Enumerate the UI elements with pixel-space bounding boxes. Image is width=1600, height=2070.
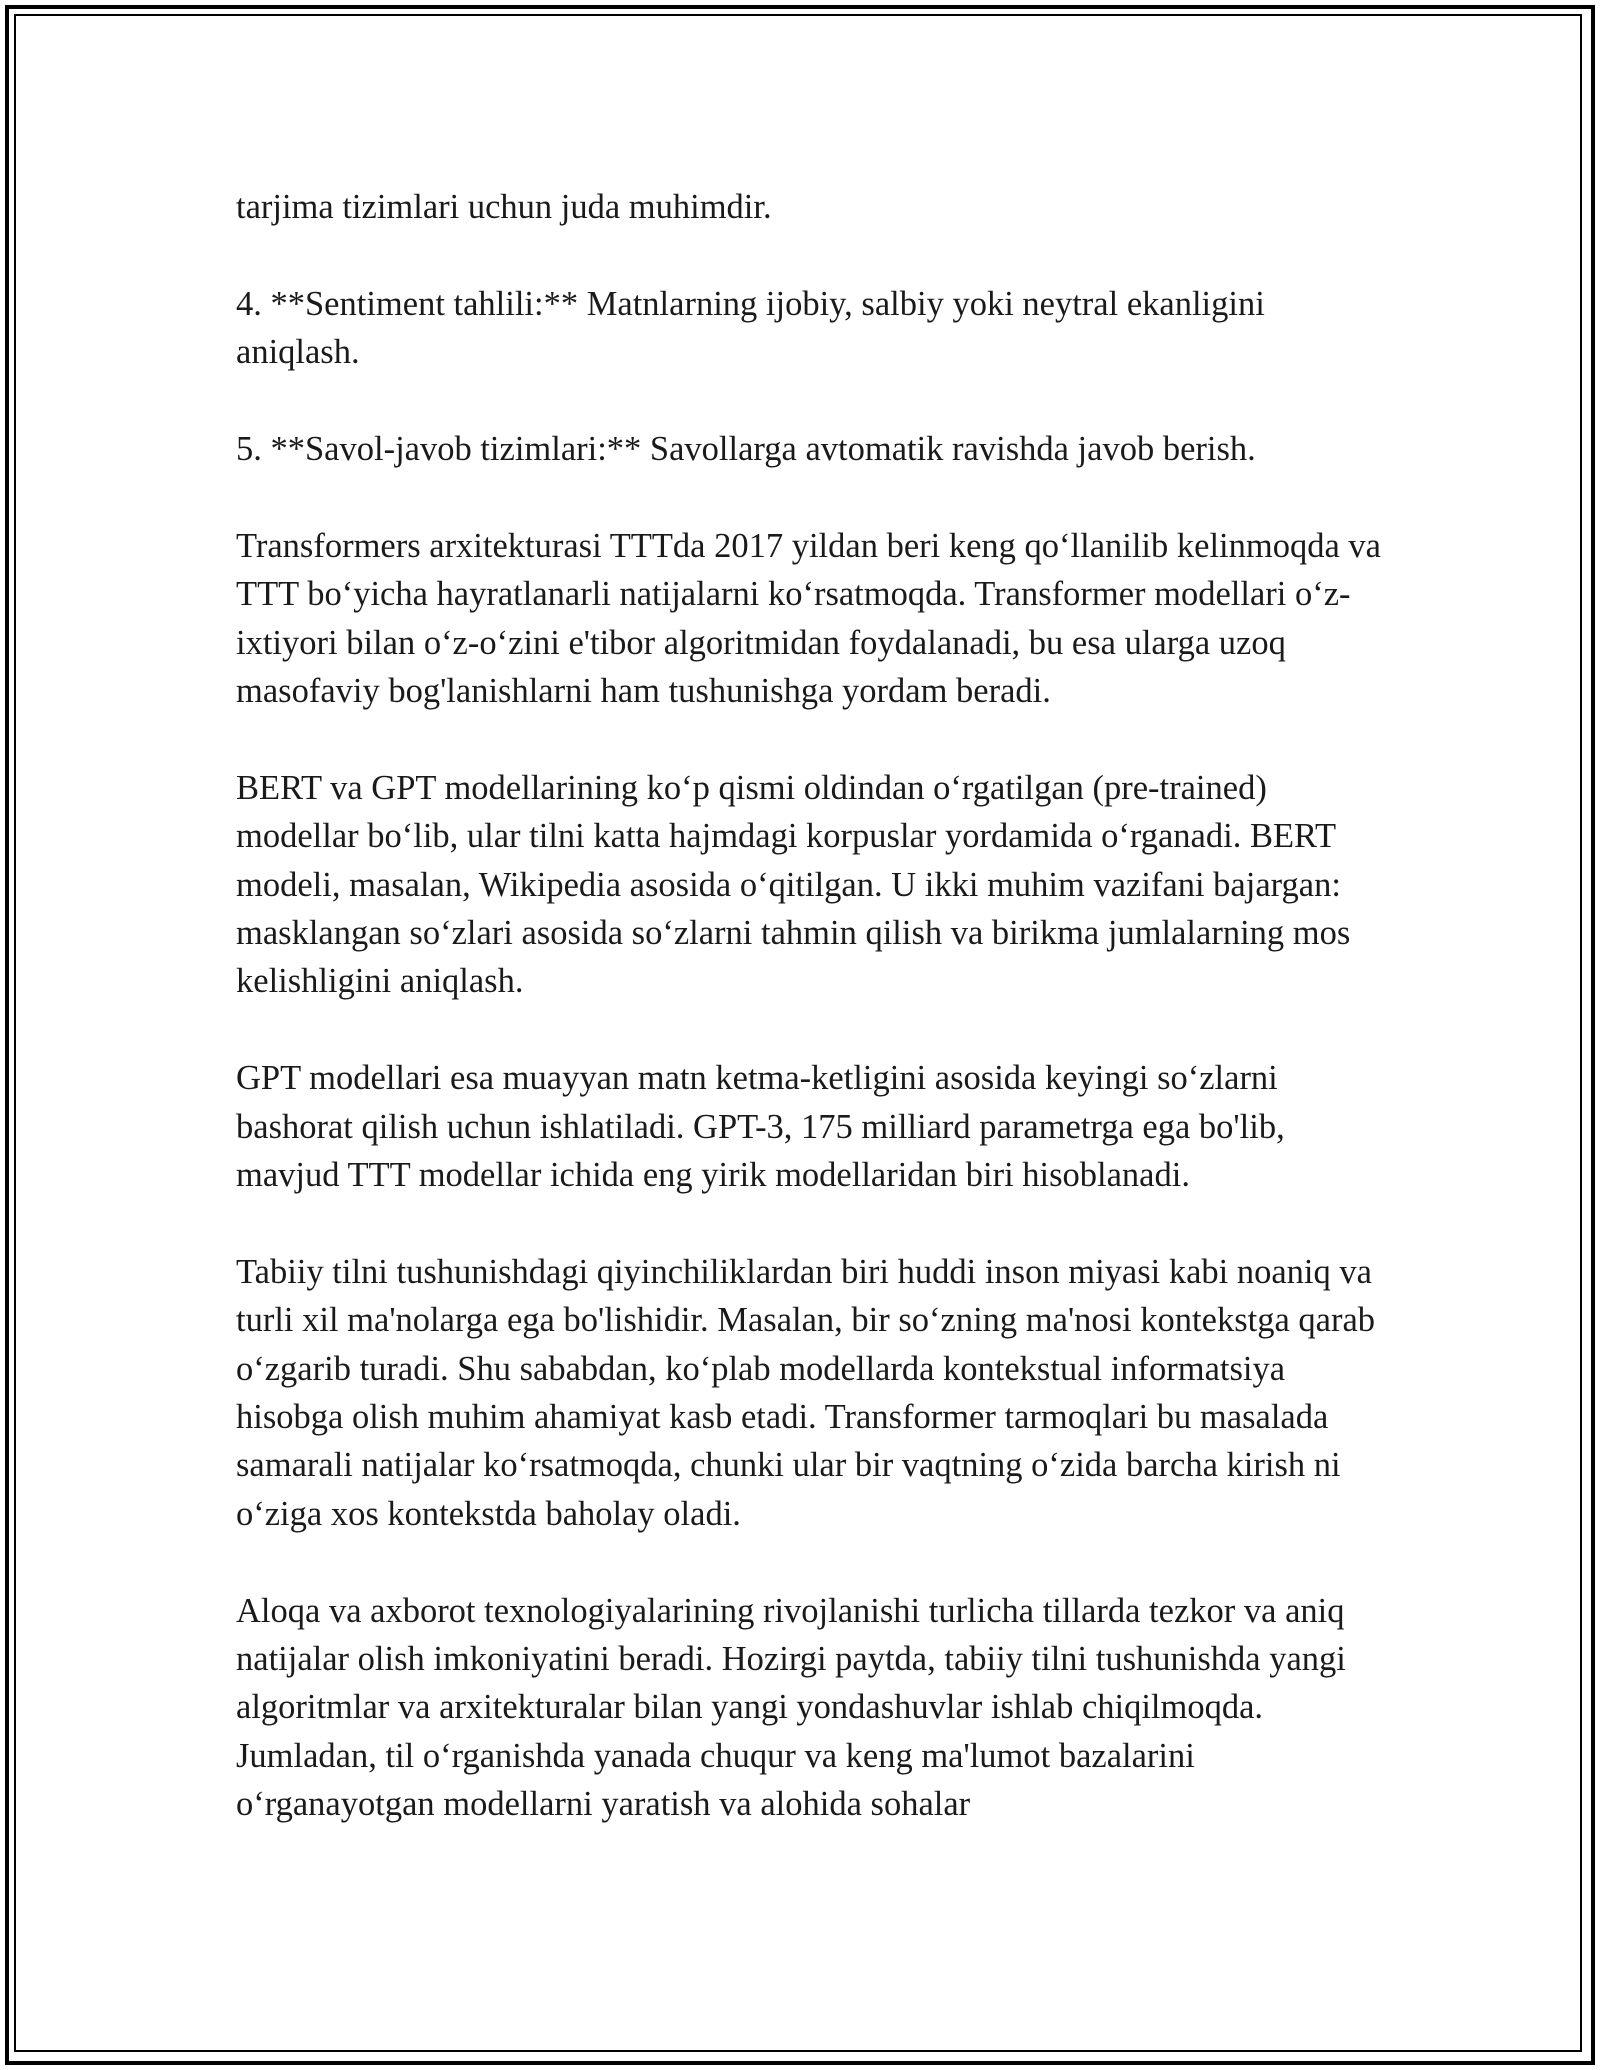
paragraph-bert-gpt: BERT va GPT modellarining ko‘p qismi oldindan o‘rgatilgan (pre-trained) modellar bo‘lib, ular tilni katta hajmdagi korpuslar yordamida o‘rganadi. BERT modeli, masalan, Wikipedia asosida o‘qitilgan. U ikki muhim vazifani bajargan: masklangan so‘zlari asosida so‘zlarni tahmin qilish va birikma jumlalarning mos kelishligini aniqlash. — [236, 768, 1351, 1001]
list-item-sentiment-analysis: 4. **Sentiment tahlili:** Matnlarning ijobiy, salbiy yoki neytral ekanligini aniqlash. — [236, 284, 1265, 372]
paragraph-gpt-models: GPT modellari esa muayyan matn ketma-ketligini asosida keyingi so‘zlarni bashorat qilish uchun ishlatiladi. GPT-3, 175 milliard parametrga ega bo'lib, mavjud TTT modellar ichida eng yirik modellaridan biri hisoblanadi. — [236, 1059, 1285, 1195]
paragraph-technology: Aloqa va axborot texnologiyalarining rivojlanishi turlicha tillarda tezkor va aniq natijalar olish imkoniyatini beradi. Hozirgi paytda, tabiiy tilni tushunishda yangi algoritmlar va arxitekturalar bilan yangi yondashuvlar ishlab chiqilmoqda. Jumladan, til o‘rganishda yanada chuqur va keng ma'lumot bazalarini o‘rganayotgan modellarni yaratish va alohida sohalar — [236, 1591, 1346, 1824]
list-item-question-answering: 5. **Savol-javob tizimlari:** Savollarga avtomatik ravishda javob berish. — [236, 430, 1256, 468]
paragraph-challenges: Tabiiy tilni tushunishdagi qiyinchiliklardan biri huddi inson miyasi kabi noaniq va turli xil ma'nolarga ega bo'lishidir. Masalan, bir so‘zning ma'nosi kontekstga qarab o‘zgarib turadi. Shu sababdan, ko‘plab modellarda kontekstual informatsiya hisobga olish muhim ahamiyat kasb etadi. Transformer tarmoqlari bu masalada samarali natijalar ko‘rsatmoqda, chunki ular bir vaqtning o‘zida barcha kirish ni o‘ziga xos kontekstda baholay oladi. — [236, 1252, 1376, 1533]
document-body — [236, 183, 1396, 1829]
paragraph-continuation: tarjima tizimlari uchun juda muhimdir. — [236, 188, 772, 226]
paragraph-transformers: Transformers arxitekturasi TTTda 2017 yildan beri keng qo‘llanilib kelinmoqda va TTT bo‘yicha hayratlanarli natijalarni ko‘rsatmoqda. Transformer modellari o‘z-ixtiyori bilan o‘z-o‘zini e'tibor algoritmidan foydalanadi, bu esa ularga uzoq masofaviy bog'lanishlarni ham tushunishga yordam beradi. — [236, 526, 1381, 711]
